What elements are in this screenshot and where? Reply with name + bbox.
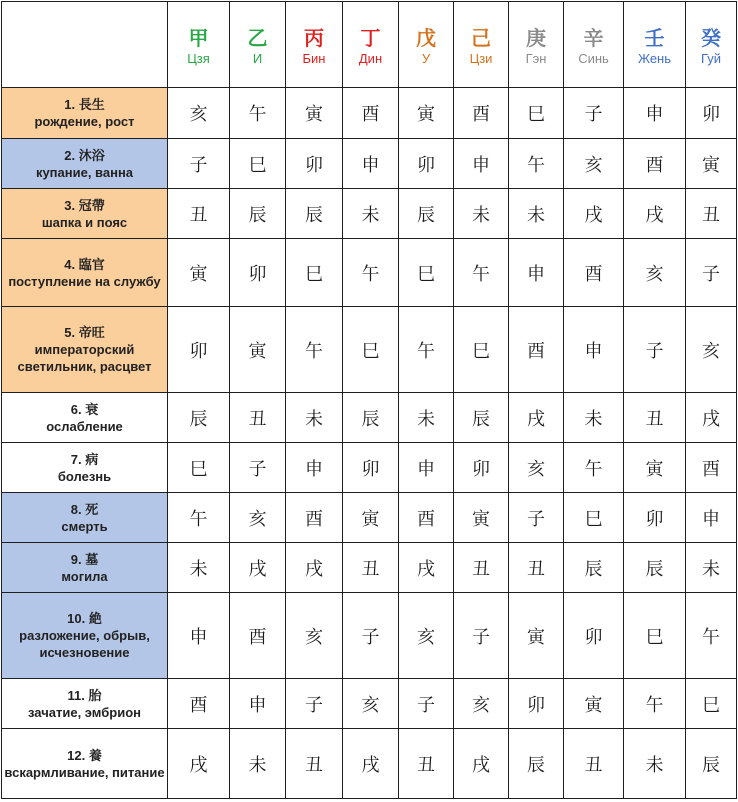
branch-cell: 寅 — [286, 88, 343, 139]
branch-cell: 酉 — [343, 88, 399, 139]
branch-cell: 卯 — [286, 139, 343, 189]
branch-cell: 巳 — [564, 493, 624, 543]
branch-cell: 子 — [230, 443, 286, 493]
stage-row — [2, 679, 737, 729]
branch-cell: 酉 — [686, 443, 737, 493]
stage-meaning: смерть — [61, 518, 108, 534]
stem-name: Дин — [358, 51, 383, 66]
stage-meaning: вскармливание, питание — [4, 764, 165, 780]
branch-cell: 卯 — [168, 307, 230, 393]
branch-cell: 丑 — [454, 543, 509, 593]
branch-cell: 巳 — [168, 443, 230, 493]
branch-cell: 子 — [454, 593, 509, 679]
branch-cell: 戌 — [564, 189, 624, 239]
branch-cell: 未 — [686, 543, 737, 593]
branch-cell: 寅 — [454, 493, 509, 543]
branch-cell: 亥 — [286, 593, 343, 679]
branch-cell: 申 — [286, 443, 343, 493]
branch-cell: 亥 — [230, 493, 286, 543]
stage-title: 11. 胎 — [67, 687, 102, 703]
branch-cell: 午 — [230, 88, 286, 139]
stage-title: 10. 絶 — [67, 611, 102, 626]
stage-row — [2, 593, 737, 679]
branch-cell: 丑 — [624, 393, 686, 443]
branch-cell: 巳 — [686, 679, 737, 729]
stage-label-cell — [2, 729, 168, 799]
stem-name: Гуй — [701, 51, 721, 66]
branch-cell: 未 — [286, 393, 343, 443]
branch-cell: 巳 — [509, 88, 564, 139]
stem-char: 丙 — [304, 26, 324, 50]
twelve-stages-table — [1, 1, 737, 799]
stage-row — [2, 88, 737, 139]
branch-cell: 戌 — [343, 729, 399, 799]
stage-meaning: могила — [61, 568, 108, 584]
stem-name: Синь — [578, 51, 609, 66]
branch-cell: 申 — [230, 679, 286, 729]
branch-cell: 寅 — [230, 307, 286, 393]
branch-cell: 戌 — [286, 543, 343, 593]
stem-header — [168, 2, 230, 88]
branch-cell: 申 — [399, 443, 454, 493]
branch-cell: 子 — [564, 88, 624, 139]
stage-label-cell — [2, 593, 168, 679]
branch-cell: 辰 — [399, 189, 454, 239]
branch-cell: 卯 — [564, 593, 624, 679]
branch-cell: 寅 — [168, 239, 230, 307]
branch-cell: 午 — [343, 239, 399, 307]
stem-header — [509, 2, 564, 88]
stage-label-cell — [2, 679, 168, 729]
branch-cell: 亥 — [624, 239, 686, 307]
branch-cell: 未 — [454, 189, 509, 239]
stem-char: 丁 — [360, 26, 381, 50]
branch-cell: 子 — [286, 679, 343, 729]
branch-cell: 亥 — [168, 88, 230, 139]
branch-cell: 酉 — [454, 88, 509, 139]
stage-row — [2, 443, 737, 493]
branch-cell: 寅 — [686, 139, 737, 189]
branch-cell: 酉 — [509, 307, 564, 393]
branch-cell: 丑 — [286, 729, 343, 799]
stem-header — [454, 2, 509, 88]
stage-title: 8. 死 — [70, 501, 99, 517]
branch-cell: 辰 — [686, 729, 737, 799]
stage-row — [2, 307, 737, 393]
branch-cell: 子 — [686, 239, 737, 307]
stage-title: 9. 墓 — [70, 551, 99, 567]
stage-title: 7. 病 — [70, 451, 99, 467]
branch-cell: 未 — [230, 729, 286, 799]
branch-cell: 午 — [564, 443, 624, 493]
stems-header-row — [2, 2, 737, 88]
stem-name: У — [421, 51, 431, 66]
branch-cell: 子 — [343, 593, 399, 679]
branch-cell: 午 — [624, 679, 686, 729]
stage-title: 4. 臨官 — [64, 256, 105, 272]
branch-cell: 午 — [454, 239, 509, 307]
stem-char: 戊 — [416, 26, 436, 50]
branch-cell: 卯 — [343, 443, 399, 493]
stage-label-cell — [2, 189, 168, 239]
branch-cell: 卯 — [454, 443, 509, 493]
branch-cell: 辰 — [230, 189, 286, 239]
branch-cell: 午 — [686, 593, 737, 679]
stage-meaning: императорский светильник, расцвет — [17, 342, 152, 374]
branch-cell: 未 — [168, 543, 230, 593]
branch-cell: 子 — [168, 139, 230, 189]
stage-label-cell — [2, 393, 168, 443]
branch-cell: 子 — [399, 679, 454, 729]
stage-title: 6. 衰 — [70, 401, 99, 417]
branch-cell: 未 — [343, 189, 399, 239]
branch-cell: 丑 — [230, 393, 286, 443]
branch-cell: 戌 — [509, 393, 564, 443]
branch-cell: 未 — [624, 729, 686, 799]
branch-cell: 丑 — [168, 189, 230, 239]
stem-header — [624, 2, 686, 88]
stage-title: 2. 沐浴 — [64, 147, 105, 163]
stage-meaning: болезнь — [57, 468, 112, 484]
stem-char: 癸 — [701, 26, 721, 50]
stem-header — [230, 2, 286, 88]
branch-cell: 亥 — [399, 593, 454, 679]
branch-cell: 亥 — [509, 443, 564, 493]
branch-cell: 辰 — [343, 393, 399, 443]
branch-cell: 午 — [399, 307, 454, 393]
branch-cell: 亥 — [564, 139, 624, 189]
branch-cell: 申 — [509, 239, 564, 307]
branch-cell: 巳 — [399, 239, 454, 307]
stem-char: 己 — [471, 26, 491, 50]
stem-char: 乙 — [247, 26, 268, 50]
branch-cell: 酉 — [230, 593, 286, 679]
branch-cell: 亥 — [343, 679, 399, 729]
branch-cell: 戌 — [168, 729, 230, 799]
branch-cell: 戌 — [454, 729, 509, 799]
branch-cell: 辰 — [286, 189, 343, 239]
branch-cell: 午 — [286, 307, 343, 393]
stage-row — [2, 239, 737, 307]
branch-cell: 酉 — [624, 139, 686, 189]
stage-label-cell — [2, 493, 168, 543]
branch-cell: 巳 — [230, 139, 286, 189]
stem-name: Цзя — [187, 51, 210, 66]
branch-cell: 寅 — [624, 443, 686, 493]
branch-cell: 酉 — [564, 239, 624, 307]
stem-char: 壬 — [644, 26, 665, 50]
branch-cell: 卯 — [509, 679, 564, 729]
branch-cell: 寅 — [343, 493, 399, 543]
stem-header — [343, 2, 399, 88]
stage-meaning: зачатие, эмбрион — [28, 704, 141, 720]
stage-meaning: разложение, обрыв, исчезновение — [19, 628, 150, 660]
branch-cell: 申 — [343, 139, 399, 189]
stage-title: 1. 長生 — [64, 97, 105, 112]
stem-char: 甲 — [188, 26, 209, 50]
branch-cell: 卯 — [686, 88, 737, 139]
branch-cell: 巳 — [454, 307, 509, 393]
branch-cell: 子 — [509, 493, 564, 543]
branch-cell: 巳 — [286, 239, 343, 307]
stages-body — [2, 88, 737, 799]
stage-row — [2, 393, 737, 443]
stem-name: Цзи — [469, 51, 493, 66]
stem-name: Жень — [637, 51, 672, 66]
stage-row — [2, 729, 737, 799]
stage-meaning: поступление на службу — [8, 273, 161, 289]
branch-cell: 午 — [509, 139, 564, 189]
stage-label-cell — [2, 543, 168, 593]
stem-header — [399, 2, 454, 88]
branch-cell: 寅 — [399, 88, 454, 139]
branch-cell: 巳 — [624, 593, 686, 679]
branch-cell: 申 — [624, 88, 686, 139]
stage-label-cell — [2, 139, 168, 189]
branch-cell: 辰 — [564, 543, 624, 593]
stage-meaning: рождение, рост — [34, 114, 135, 129]
branch-cell: 卯 — [230, 239, 286, 307]
branch-cell: 丑 — [509, 543, 564, 593]
branch-cell: 丑 — [399, 729, 454, 799]
branch-cell: 丑 — [343, 543, 399, 593]
stage-row — [2, 543, 737, 593]
branch-cell: 辰 — [509, 729, 564, 799]
stage-row — [2, 493, 737, 543]
branch-cell: 卯 — [624, 493, 686, 543]
branch-cell: 辰 — [624, 543, 686, 593]
stage-label-cell — [2, 239, 168, 307]
branch-cell: 酉 — [168, 679, 230, 729]
branch-cell: 酉 — [286, 493, 343, 543]
stage-label-cell — [2, 443, 168, 493]
stage-title: 5. 帝旺 — [64, 325, 105, 340]
stage-title: 12. 養 — [67, 747, 102, 763]
branch-cell: 申 — [168, 593, 230, 679]
branch-cell: 丑 — [564, 729, 624, 799]
stage-row — [2, 139, 737, 189]
branch-cell: 巳 — [343, 307, 399, 393]
branch-cell: 未 — [564, 393, 624, 443]
branch-cell: 申 — [564, 307, 624, 393]
branch-cell: 未 — [399, 393, 454, 443]
branch-cell: 申 — [686, 493, 737, 543]
stage-meaning: купание, ванна — [35, 164, 134, 180]
branch-cell: 戌 — [624, 189, 686, 239]
branch-cell: 寅 — [509, 593, 564, 679]
stage-meaning: ослабление — [46, 418, 123, 434]
stem-header — [286, 2, 343, 88]
stage-meaning: шапка и пояс — [41, 214, 128, 230]
stem-name: Бин — [302, 51, 326, 66]
stem-char: 辛 — [583, 26, 604, 50]
branch-cell: 亥 — [454, 679, 509, 729]
stage-label-cell — [2, 307, 168, 393]
stem-header — [564, 2, 624, 88]
branch-cell: 未 — [509, 189, 564, 239]
branch-cell: 午 — [168, 493, 230, 543]
stage-row — [2, 189, 737, 239]
branch-cell: 酉 — [399, 493, 454, 543]
branch-cell: 辰 — [168, 393, 230, 443]
stem-char: 庚 — [526, 26, 546, 50]
stage-title: 3. 冠帶 — [64, 197, 105, 213]
branch-cell: 寅 — [564, 679, 624, 729]
branch-cell: 亥 — [686, 307, 737, 393]
branch-cell: 子 — [624, 307, 686, 393]
stage-label-cell — [2, 88, 168, 139]
corner-cell — [2, 2, 168, 88]
branch-cell: 卯 — [399, 139, 454, 189]
branch-cell: 申 — [454, 139, 509, 189]
stem-name: И — [252, 51, 263, 66]
branch-cell: 丑 — [686, 189, 737, 239]
stem-header — [686, 2, 737, 88]
branch-cell: 戌 — [399, 543, 454, 593]
branch-cell: 戌 — [686, 393, 737, 443]
branch-cell: 戌 — [230, 543, 286, 593]
branch-cell: 辰 — [454, 393, 509, 443]
stem-name: Гэн — [525, 51, 547, 66]
